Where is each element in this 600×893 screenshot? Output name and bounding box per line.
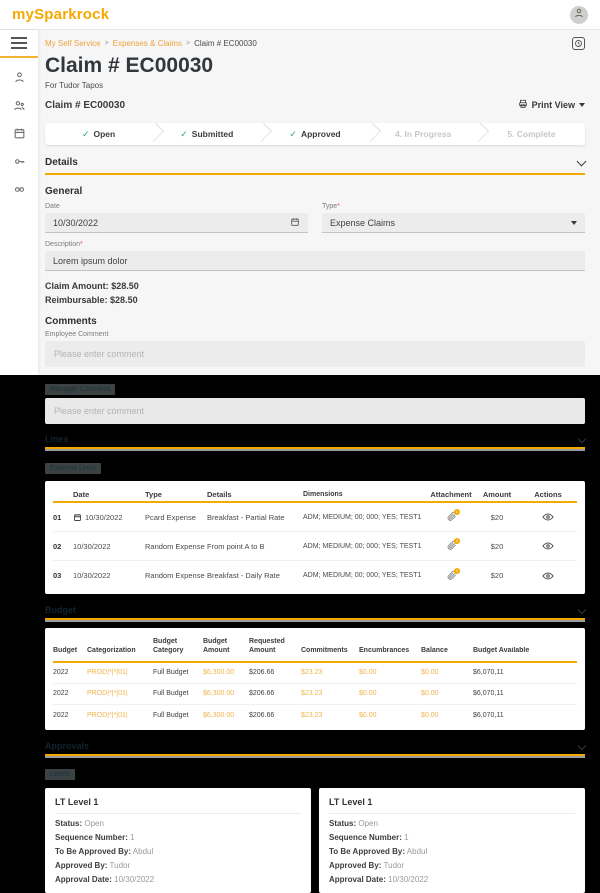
approval-card [319, 788, 585, 893]
approved-by-field: Approved By: Tudor [55, 860, 131, 870]
print-view-button[interactable] [518, 99, 585, 111]
progress-steps [45, 123, 585, 145]
table-row[interactable]: 2022 PROD|*|*|01| Full Budget $6,300.00 $206.66 $23.23 $0.00 $0.00 $6,070,11 [53, 684, 577, 705]
person-icon [13, 71, 26, 89]
top-bar [0, 0, 600, 30]
approvals-section-title: Approvals [45, 740, 90, 751]
manager-comment-input[interactable] [45, 398, 585, 424]
sidebar-item-people[interactable] [7, 96, 31, 120]
sequence-field: Sequence Number: 1 [329, 832, 409, 842]
key-icon [13, 155, 26, 173]
breadcrumb-expenses-claims[interactable]: Expenses & Claims [112, 39, 183, 48]
approval-date-field: Approval Date: 10/30/2022 [329, 874, 429, 884]
attachment-paperclip-icon[interactable] [445, 511, 457, 523]
step-complete[interactable]: 5. Complete [507, 129, 556, 139]
calendar-icon [73, 513, 82, 522]
date-field-label: Date [45, 203, 60, 210]
sidebar-item-calendar[interactable] [7, 124, 31, 148]
chevron-down-icon[interactable] [578, 435, 586, 443]
dark-region [0, 375, 600, 893]
attachment-count-badge: 1 [455, 567, 459, 573]
clock-icon [574, 35, 583, 53]
breadcrumb [45, 39, 257, 48]
chevron-down-icon [579, 103, 585, 107]
lines-table-card [45, 481, 585, 594]
sidebar-item-profile[interactable] [7, 68, 31, 92]
calendar-icon[interactable] [290, 217, 300, 229]
breadcrumb-separator: > [104, 40, 109, 47]
menu-toggle-button[interactable] [0, 30, 38, 58]
lines-table-header: Date Type Details Dimensions Attachment Amount Actions [53, 487, 577, 503]
approval-card-title: LT Level 1 [329, 797, 575, 814]
step-in-progress[interactable]: 4. In Progress [395, 129, 452, 139]
table-row[interactable]: 03 10/30/2022 Random Expense Breakfast - Daily Rate ADM; MEDIUM; 00; 000; YES; TEST1 1 $20 [53, 561, 577, 590]
calendar-icon [13, 127, 26, 145]
table-row[interactable]: 2022 PROD|*|*|01| Full Budget $6,300.00 $206.66 $23.23 $0.00 $0.00 $6,070,11 [53, 663, 577, 684]
type-select[interactable]: Expense Claims [322, 213, 585, 233]
approval-card [45, 788, 311, 893]
main-content [38, 30, 600, 375]
budget-table-card [45, 628, 585, 730]
lines-table [45, 481, 585, 594]
general-group-title: General [45, 186, 83, 197]
attachment-paperclip-icon[interactable] [445, 567, 459, 582]
print-view-label: Print View [531, 100, 575, 110]
required-asterisk: * [80, 241, 83, 248]
approved-by-field: Approved By: Tudor [329, 860, 405, 870]
manager-comment-label: Manager Comment [45, 384, 115, 395]
brand-logo[interactable]: mySparkrock [12, 6, 110, 23]
breadcrumb-self-service[interactable]: My Self Service [45, 39, 101, 48]
budget-table-header: Budget Categorization Budget Category Budget Amount Requested Amount Commitments Encumbrances Balance Budget Available [53, 634, 577, 663]
breadcrumb-separator: > [186, 40, 191, 47]
step-submitted[interactable]: ✓ Submitted [180, 128, 234, 139]
required-asterisk: * [337, 203, 340, 210]
chevron-down-icon[interactable] [577, 156, 587, 166]
employee-comment-label: Employee Comment [45, 331, 109, 338]
approval-cards-row [45, 788, 585, 893]
table-row[interactable]: 01 10/30/2022 Pcard Expense Breakfast - Partial Rate ADM; MEDIUM; 00; 000; YES; TEST1 1 $20 [53, 503, 577, 532]
user-avatar[interactable] [570, 6, 588, 24]
check-icon: ✓ [289, 128, 297, 139]
sidebar [0, 30, 38, 375]
section-accent-bar [45, 618, 585, 622]
description-field-label: Description* [45, 241, 83, 248]
person-icon [573, 6, 585, 24]
approvals-section-header[interactable] [45, 741, 585, 751]
details-section-title: Details [45, 157, 78, 168]
check-icon: ✓ [180, 128, 188, 139]
attachment-paperclip-icon[interactable] [445, 540, 457, 552]
sidebar-item-security[interactable] [7, 152, 31, 176]
approval-date-field: Approval Date: 10/30/2022 [55, 874, 155, 884]
printer-icon [518, 99, 528, 111]
page-title: Claim # EC00030 [45, 54, 214, 77]
breadcrumb-current: Claim # EC00030 [194, 39, 257, 48]
comments-group-title: Comments [45, 316, 97, 327]
claim-amount-row: Claim Amount: $28.50 [45, 281, 139, 291]
upper-region [0, 30, 600, 375]
page-subtitle: For Tudor Tapos [45, 81, 104, 90]
history-button[interactable] [572, 37, 585, 50]
chevron-down-icon[interactable] [578, 741, 586, 749]
employee-comment-input[interactable] [45, 341, 585, 367]
budget-table [45, 628, 585, 730]
claim-number-label: Claim # EC00030 [45, 99, 126, 111]
step-open[interactable]: ✓ Open [81, 128, 116, 139]
sidebar-item-links[interactable] [7, 180, 31, 204]
people-icon [13, 99, 26, 117]
hamburger-icon [11, 34, 27, 52]
approvals-section-sublabel: Levels [45, 769, 75, 780]
sequence-field: Sequence Number: 1 [55, 832, 135, 842]
attachment-count-badge: 1 [455, 538, 459, 543]
details-section-header[interactable] [45, 157, 585, 175]
budget-section-header[interactable] [45, 605, 585, 615]
link-icon [13, 183, 26, 201]
section-accent-bar [45, 754, 585, 758]
view-eye-icon[interactable] [542, 540, 554, 552]
lines-section-title: Lines [45, 434, 69, 444]
categorization-link[interactable]: PROD|*|*|01| [87, 711, 128, 719]
approval-card-title: LT Level 1 [55, 797, 301, 814]
step-approved[interactable]: ✓ Approved [289, 128, 341, 139]
budget-section-title: Budget [45, 605, 76, 615]
description-field[interactable]: Lorem ipsum dolor [45, 251, 585, 271]
view-eye-icon[interactable] [542, 570, 554, 582]
status-field: Status: Open [329, 818, 378, 828]
reimbursable-row: Reimbursable: $28.50 [45, 295, 138, 305]
view-eye-icon[interactable] [542, 511, 554, 523]
attachment-count-badge: 1 [455, 509, 459, 514]
type-field-label: Type* [322, 203, 340, 210]
chevron-down-icon [571, 221, 577, 225]
table-row[interactable]: 2022 PROD|*|*|01| Full Budget $6,300.00 $206.66 $23.23 $0.00 $0.00 $6,070,11 [53, 711, 504, 719]
chevron-down-icon[interactable] [578, 606, 586, 614]
check-icon: ✓ [81, 128, 90, 139]
to-be-approved-field: To Be Approved By: Abdul [55, 846, 154, 856]
lines-section-header[interactable] [45, 434, 585, 444]
status-field: Status: Open [55, 818, 104, 828]
date-field[interactable]: 10/30/2022 [45, 213, 308, 233]
categorization-link[interactable]: PROD|*|*|01| [87, 690, 128, 697]
categorization-link[interactable]: PROD|*|*|01| [87, 669, 128, 676]
section-accent-bar [45, 447, 585, 451]
lines-section-sublabel: Expense Lines [45, 463, 101, 474]
to-be-approved-field: To Be Approved By: Abdul [329, 846, 428, 856]
table-row[interactable]: 02 10/30/2022 Random Expense From point A to B ADM; MEDIUM; 00; 000; YES; TEST1 1 $20 [53, 532, 577, 561]
